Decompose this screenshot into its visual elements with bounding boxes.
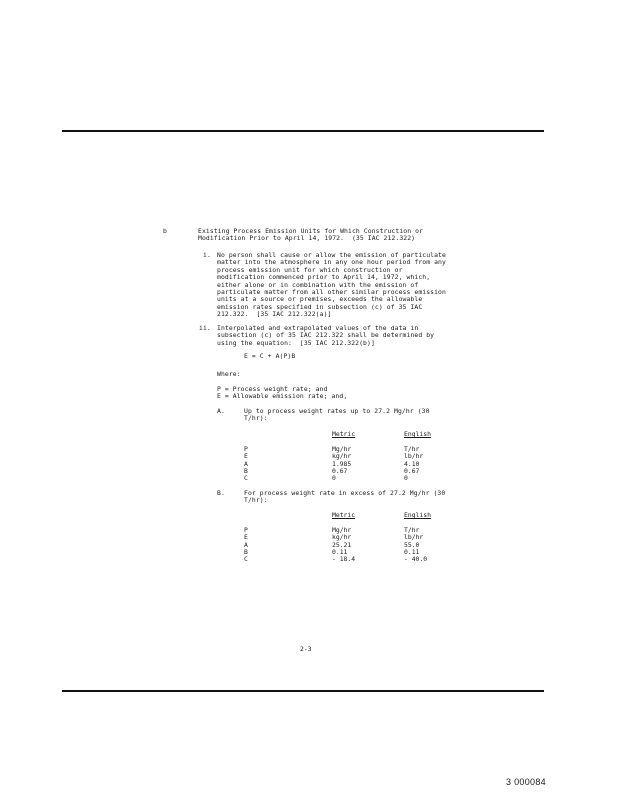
item-number: ii.: [199, 324, 211, 332]
table-row: [244, 453, 464, 460]
metric-cell: 25.21: [332, 540, 352, 549]
subsection-text: For process weight rate in excess of 27.2 Mg/hr (30 T/hr):: [244, 489, 446, 505]
symbol-cell: E: [244, 533, 248, 542]
table-header-row: [244, 512, 464, 519]
definitions: [217, 386, 347, 401]
subsection-letter: B.: [217, 489, 225, 497]
subsection-text: Up to process weight rates up to 27.2 Mg/hr (30 T/hr):: [244, 407, 430, 423]
metric-cell: - 18.4: [332, 555, 356, 564]
table-row: [244, 542, 464, 549]
symbol-cell: A: [244, 459, 248, 468]
english-cell: 0.67: [404, 467, 420, 476]
table-row: [244, 527, 464, 534]
english-cell: - 40.0: [404, 555, 428, 564]
english-cell: 55.0: [404, 540, 420, 549]
equation: E = C + A(P)B: [244, 352, 296, 360]
header-english: English: [404, 430, 431, 438]
english-cell: T/hr: [404, 525, 420, 534]
definition-e: E = Allowable emission rate; and,: [217, 392, 348, 401]
subsection-letter: A.: [217, 407, 225, 415]
english-cell: 4.10: [404, 459, 420, 468]
metric-cell: 1.985: [332, 459, 352, 468]
where-label: Where:: [217, 370, 241, 378]
metric-cell: kg/hr: [332, 533, 352, 542]
symbol-cell: C: [244, 555, 248, 564]
bates-number: 3 000084: [506, 777, 546, 787]
coefficient-table-a: [244, 431, 464, 483]
english-cell: 0.11: [404, 548, 420, 557]
table-row: [244, 475, 464, 482]
metric-cell: kg/hr: [332, 452, 352, 461]
page-number: 2-3: [300, 645, 312, 653]
metric-cell: Mg/hr: [332, 444, 352, 453]
table-row: [244, 556, 464, 563]
metric-cell: 0.67: [332, 467, 348, 476]
symbol-cell: B: [244, 548, 248, 557]
table-row: [244, 446, 464, 453]
section-heading: Existing Process Emission Units for Which Construction or Modification Prior to April 14, 1972. (35 IAC 212.322): [198, 227, 424, 243]
english-cell: lb/hr: [404, 452, 424, 461]
symbol-cell: B: [244, 467, 248, 476]
symbol-cell: A: [244, 540, 248, 549]
header-metric: Metric: [332, 430, 356, 438]
item-number: i.: [203, 251, 211, 259]
section-bullet: b: [163, 227, 167, 235]
english-cell: T/hr: [404, 444, 420, 453]
metric-cell: 0: [332, 474, 336, 483]
header-english: English: [404, 511, 431, 519]
definition-p: P = Process weight rate; and: [217, 385, 328, 393]
metric-cell: 0.11: [332, 548, 348, 557]
table-row: [244, 534, 464, 541]
table-header-row: [244, 431, 464, 438]
english-cell: lb/hr: [404, 533, 424, 542]
table-row: [244, 461, 464, 468]
header-metric: Metric: [332, 511, 356, 519]
metric-cell: Mg/hr: [332, 525, 352, 534]
symbol-cell: P: [244, 444, 248, 453]
symbol-cell: C: [244, 474, 248, 483]
top-rule: [62, 130, 544, 132]
symbol-cell: E: [244, 452, 248, 461]
bottom-rule: [62, 690, 544, 692]
symbol-cell: P: [244, 525, 248, 534]
table-row: [244, 468, 464, 475]
english-cell: 0: [404, 474, 408, 483]
item-text: No person shall cause or allow the emission of particulate matter into the atmosphere in any one hour period from any process emission unit for which construction or modification commenced prior to April 14, 1972, which, either alone or in combination with the emission of particulate matter from all other similar process emission units at a source or premises, exceeds the allowable emission rates specified in subsection (c) of 35 IAC 212.322. [35 IAC 212.322(a)]: [217, 251, 446, 319]
item-text: Interpolated and extrapolated values of the data in subsection (c) of 35 IAC 212.322 shall be determined by using the equation: [35 IAC 212.322(b)]: [217, 324, 435, 347]
coefficient-table-b: [244, 512, 464, 564]
